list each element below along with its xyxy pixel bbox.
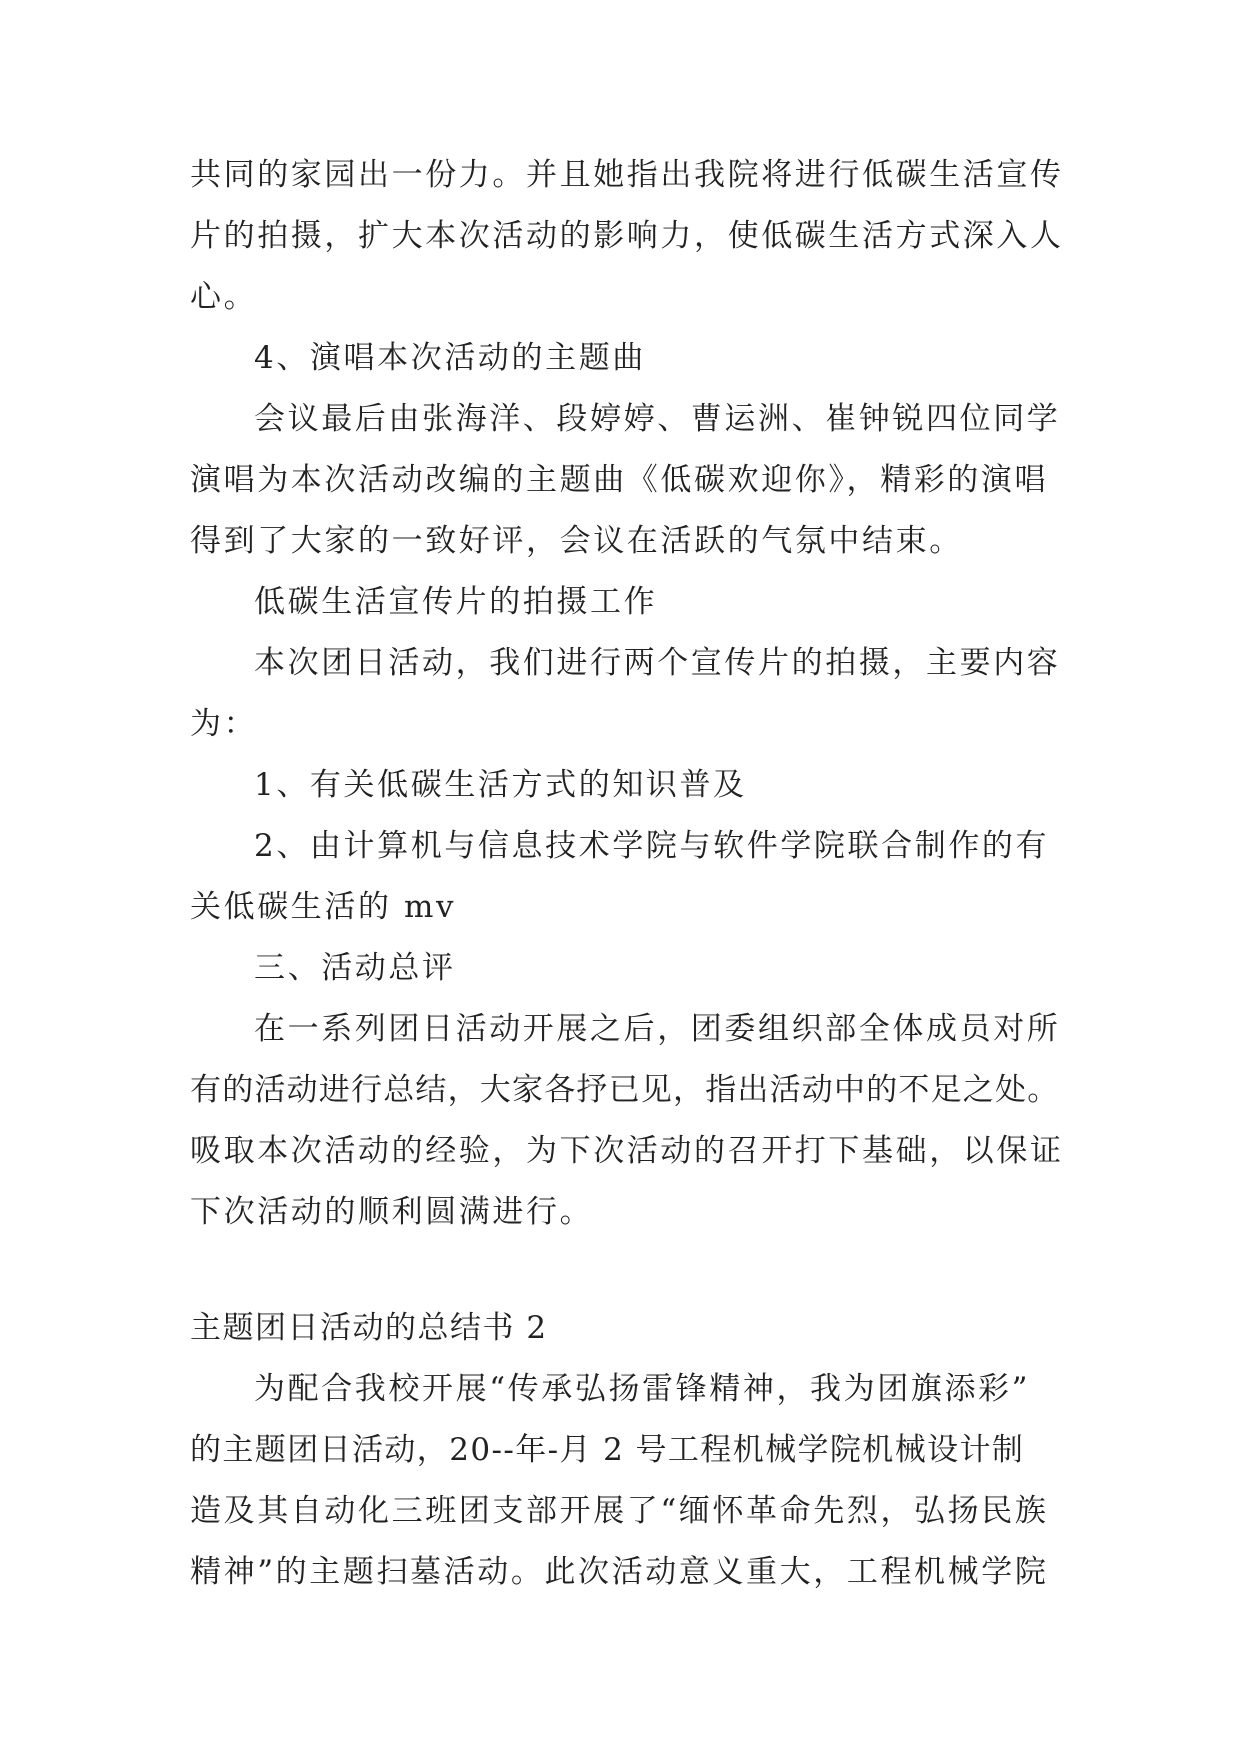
paragraph-line: 共同的家园出一份力。并且她指出我院将进行低碳生活宣传 (190, 157, 1064, 193)
paragraph-line: 会议最后由张海洋、段婷婷、曹运洲、崔钟锐四位同学 (254, 401, 1061, 437)
section-heading: 三、活动总评 (254, 950, 456, 986)
paragraph-line: 本次团日活动，我们进行两个宣传片的拍摄，主要内容 (254, 645, 1061, 681)
list-item: 1、有关低碳生活方式的知识普及 (254, 767, 747, 803)
paragraph-line: 为配合我校开展“传承弘扬雷锋精神，我为团旗添彩” (254, 1371, 1031, 1407)
document-body (190, 145, 1064, 1603)
paragraph-line: 心。 (190, 279, 258, 315)
paragraph-line: 造及其自动化三班团支部开展了“缅怀革命先烈，弘扬民族 (190, 1493, 1049, 1529)
paragraph-line: 为： (190, 706, 258, 742)
paragraph-line: 的主题团日活动，20--年-月 2 号工程机械学院机械设计制 (190, 1432, 1025, 1468)
paragraph-line: 得到了大家的一致好评，会议在活跃的气氛中结束。 (190, 523, 963, 559)
subsection-heading: 低碳生活宣传片的拍摄工作 (254, 584, 658, 620)
list-item-heading: 4、演唱本次活动的主题曲 (254, 340, 646, 376)
paragraph-line: 精神”的主题扫墓活动。此次活动意义重大，工程机械学院 (190, 1554, 1049, 1590)
paragraph-line: 在一系列团日活动开展之后，团委组织部全体成员对所 (254, 1011, 1061, 1047)
list-item-continuation: 关低碳生活的 mv (190, 889, 457, 925)
list-item: 2、由计算机与信息技术学院与软件学院联合制作的有 (254, 828, 1050, 864)
paragraph-line: 有的活动进行总结，大家各抒已见，指出活动中的不足之处。 (190, 1072, 1060, 1108)
paragraph-line: 吸取本次活动的经验，为下次活动的召开打下基础，以保证 (190, 1133, 1064, 1169)
document-title: 主题团日活动的总结书 2 (190, 1310, 548, 1346)
section-spacer (190, 1243, 1050, 1298)
paragraph-line: 演唱为本次活动改编的主题曲《低碳欢迎你》，精彩的演唱 (190, 462, 1049, 498)
paragraph-line: 片的拍摄，扩大本次活动的影响力，使低碳生活方式深入人 (190, 218, 1064, 254)
paragraph-line: 下次活动的顺利圆满进行。 (190, 1194, 594, 1230)
